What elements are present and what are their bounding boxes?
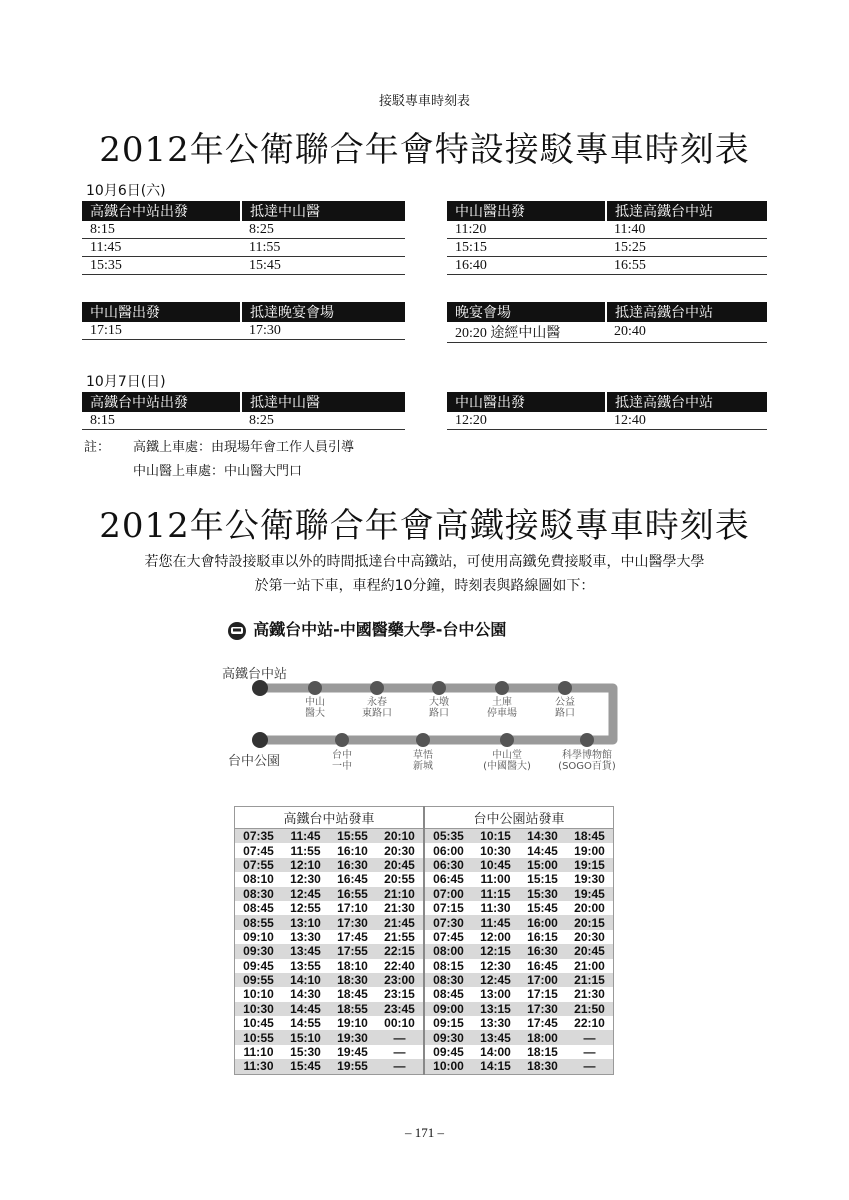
table-cell: 07:55 bbox=[235, 858, 283, 872]
table-cell: 23:15 bbox=[384, 987, 415, 1002]
table-cell: 12:15 bbox=[472, 944, 519, 958]
table-cell: 15:25 bbox=[606, 239, 767, 257]
table-cell: 12:30 bbox=[480, 958, 511, 973]
table-cell: 17:15 bbox=[82, 322, 241, 340]
table-cell: 20:10 bbox=[376, 829, 424, 844]
table-cell: 16:55 bbox=[329, 887, 376, 901]
table-cell: 20:30 bbox=[574, 929, 605, 944]
table-cell: 17:10 bbox=[337, 901, 368, 916]
table-cell: 19:55 bbox=[329, 1059, 376, 1074]
table-cell: 20:00 bbox=[574, 901, 605, 916]
table-row bbox=[235, 1016, 614, 1030]
table-row bbox=[235, 1002, 614, 1016]
stop-marker bbox=[432, 681, 446, 695]
table-cell: 23:00 bbox=[376, 973, 424, 987]
table-cell: — bbox=[393, 1045, 406, 1060]
table-cell: 09:45 bbox=[424, 1045, 472, 1059]
table-cell: 13:45 bbox=[472, 1030, 519, 1044]
hsr-bus-timetable bbox=[234, 806, 614, 1075]
table-row bbox=[235, 887, 614, 901]
table-cell: 06:45 bbox=[424, 872, 472, 886]
table-row bbox=[235, 901, 614, 915]
table-cell: 12:55 bbox=[290, 901, 321, 916]
table-cell: 08:15 bbox=[424, 959, 472, 973]
table-cell: 11:45 bbox=[82, 239, 241, 257]
table-row bbox=[82, 257, 405, 275]
table-cell: 10:10 bbox=[243, 987, 274, 1002]
table-cell: 11:40 bbox=[606, 221, 767, 239]
stop-label: 永春 東路口 bbox=[362, 697, 392, 719]
stop-marker bbox=[580, 733, 594, 747]
stop-marker bbox=[558, 681, 572, 695]
table-cell: 12:00 bbox=[480, 929, 511, 944]
table-cell: 19:45 bbox=[337, 1045, 368, 1060]
table-cell: 12:40 bbox=[606, 412, 767, 430]
stop-label: 中山堂 (中國醫大) bbox=[483, 750, 531, 772]
table-cell: 14:55 bbox=[290, 1016, 321, 1031]
table-cell: 21:45 bbox=[376, 915, 424, 929]
table-row bbox=[235, 1059, 614, 1074]
table-cell: 12:30 bbox=[290, 872, 321, 887]
date-heading-oct7: 10月7日(日) bbox=[86, 374, 166, 390]
table-cell: 18:55 bbox=[329, 1002, 376, 1016]
running-head: 接駁專車時刻表 bbox=[378, 94, 470, 109]
table-cell: 06:00 bbox=[424, 843, 472, 857]
table-cell: 16:30 bbox=[519, 944, 566, 958]
table-cell: 11:00 bbox=[480, 872, 511, 887]
stop-label: 台中 一中 bbox=[332, 750, 352, 772]
table-row bbox=[447, 221, 767, 239]
table-cell: 07:35 bbox=[235, 829, 283, 844]
table-row bbox=[447, 239, 767, 257]
column-header: 抵達高鐵台中站 bbox=[606, 302, 767, 322]
table-cell: 16:30 bbox=[329, 858, 376, 872]
table-row bbox=[235, 930, 614, 944]
table-cell: 05:35 bbox=[424, 829, 472, 844]
table-cell: 16:45 bbox=[527, 958, 558, 973]
table-cell: 21:50 bbox=[566, 1002, 614, 1016]
table-cell: 19:30 bbox=[329, 1030, 376, 1044]
table-cell: 21:30 bbox=[574, 987, 605, 1002]
page-number: – 171 – bbox=[405, 1125, 444, 1140]
table-cell: 20:40 bbox=[606, 322, 767, 343]
table-cell: 09:00 bbox=[424, 1002, 472, 1016]
intro-paragraph bbox=[0, 550, 849, 598]
table-cell: 17:30 bbox=[241, 322, 405, 340]
table-cell: 20:45 bbox=[566, 944, 614, 958]
table-cell: 20:15 bbox=[566, 915, 614, 929]
table-cell: 18:15 bbox=[527, 1045, 558, 1060]
table-cell: 13:30 bbox=[480, 1016, 511, 1031]
route-map-header bbox=[226, 617, 506, 641]
table-cell: 09:30 bbox=[235, 944, 283, 958]
table-cell: 18:30 bbox=[519, 1059, 566, 1074]
table-cell: 16:40 bbox=[447, 257, 606, 275]
table-row bbox=[235, 872, 614, 886]
table-cell: 17:15 bbox=[527, 987, 558, 1002]
page-title: 2012年公衛聯合年會特設接駁專車時刻表 bbox=[99, 130, 750, 170]
table-cell: 13:15 bbox=[472, 1002, 519, 1016]
table-cell: 21:00 bbox=[574, 958, 605, 973]
table-cell: 10:45 bbox=[472, 858, 519, 872]
table-row bbox=[235, 1030, 614, 1044]
table-cell: 21:30 bbox=[384, 901, 415, 916]
table-cell: 12:45 bbox=[472, 973, 519, 987]
route-start-label: 高鐵台中站 bbox=[222, 667, 288, 682]
table-cell: 20:45 bbox=[376, 858, 424, 872]
bus-logo-icon bbox=[226, 621, 248, 641]
stop-start-marker bbox=[252, 680, 268, 696]
table-cell: 22:40 bbox=[384, 958, 415, 973]
table-cell: 06:30 bbox=[424, 858, 472, 872]
table-cell: 14:30 bbox=[519, 829, 566, 844]
table-cell: 11:30 bbox=[235, 1059, 283, 1074]
stop-marker bbox=[335, 733, 349, 747]
stop-label: 草悟 新城 bbox=[413, 750, 433, 772]
shuttle-table-csmu-to-banquet bbox=[82, 302, 405, 340]
table-cell: 07:00 bbox=[424, 887, 472, 901]
table-cell: 18:30 bbox=[329, 973, 376, 987]
table-cell: 15:45 bbox=[527, 901, 558, 916]
table-cell: 11:45 bbox=[282, 829, 329, 844]
stop-marker bbox=[495, 681, 509, 695]
table-row bbox=[235, 1045, 614, 1059]
stop-marker bbox=[500, 733, 514, 747]
table-cell: 19:15 bbox=[566, 858, 614, 872]
table-cell: 18:00 bbox=[519, 1030, 566, 1044]
note-line-hsr-boarding: 高鐵上車處：由現場年會工作人員引導 bbox=[133, 440, 355, 455]
table-cell: 07:15 bbox=[424, 901, 472, 915]
column-header: 晚宴會場 bbox=[447, 302, 606, 322]
table-cell: 12:45 bbox=[282, 887, 329, 901]
stop-marker bbox=[370, 681, 384, 695]
table-row bbox=[235, 987, 614, 1001]
route-end-label: 台中公園 bbox=[228, 754, 281, 769]
stop-marker bbox=[416, 733, 430, 747]
table-cell: — bbox=[566, 1059, 614, 1074]
table-cell: 08:55 bbox=[235, 915, 283, 929]
table-cell: 11:15 bbox=[472, 887, 519, 901]
table-cell: 19:00 bbox=[574, 843, 605, 858]
table-cell: 20:30 bbox=[384, 843, 415, 858]
table-cell: 14:10 bbox=[282, 973, 329, 987]
shuttle-table-banquet-to-hsr bbox=[447, 302, 767, 343]
table-cell: 13:30 bbox=[290, 929, 321, 944]
table-cell: 09:30 bbox=[424, 1030, 472, 1044]
stop-end-marker bbox=[252, 732, 268, 748]
table-cell: 11:45 bbox=[472, 915, 519, 929]
table-row bbox=[235, 944, 614, 958]
table-cell: 18:45 bbox=[337, 987, 368, 1002]
stop-label: 土庫 停車場 bbox=[487, 697, 517, 719]
table-cell: 16:00 bbox=[519, 915, 566, 929]
table-cell: 15:55 bbox=[329, 829, 376, 844]
note-label: 註： bbox=[84, 440, 111, 455]
shuttle-table-hsr-to-csmu-oct7 bbox=[82, 392, 405, 430]
table-cell: 13:00 bbox=[480, 987, 511, 1002]
table-cell: 10:55 bbox=[235, 1030, 283, 1044]
column-header: 抵達晚宴會場 bbox=[241, 302, 405, 322]
table-cell: — bbox=[583, 1045, 596, 1060]
table-cell: 07:45 bbox=[424, 930, 472, 944]
table-cell: 17:45 bbox=[527, 1016, 558, 1031]
table-cell: 14:45 bbox=[527, 843, 558, 858]
table-cell: 09:15 bbox=[424, 1016, 472, 1030]
table-row bbox=[82, 239, 405, 257]
table-cell: 17:30 bbox=[329, 915, 376, 929]
table-row bbox=[235, 858, 614, 872]
section-title-hsr-shuttle: 2012年公衛聯合年會高鐵接駁專車時刻表 bbox=[99, 506, 750, 546]
table-cell: 16:55 bbox=[606, 257, 767, 275]
table-cell: 8:15 bbox=[82, 412, 241, 430]
table-row bbox=[447, 257, 767, 275]
shuttle-table-csmu-to-hsr-oct6 bbox=[447, 201, 767, 275]
table-cell: 15:00 bbox=[519, 858, 566, 872]
bus-table-header-hsr: 高鐵台中站發車 bbox=[235, 807, 425, 829]
table-cell: 15:15 bbox=[527, 872, 558, 887]
table-row bbox=[235, 843, 614, 857]
table-row bbox=[235, 829, 614, 844]
table-cell: 08:00 bbox=[424, 944, 472, 958]
table-row bbox=[235, 915, 614, 929]
stop-label: 中山 醫大 bbox=[305, 697, 325, 719]
table-cell: 13:10 bbox=[282, 915, 329, 929]
column-header: 抵達中山醫 bbox=[241, 392, 405, 412]
table-cell: 12:20 bbox=[447, 412, 606, 430]
table-cell: 11:30 bbox=[480, 901, 511, 916]
table-cell: 11:10 bbox=[243, 1045, 274, 1060]
table-cell: 15:30 bbox=[519, 887, 566, 901]
table-cell: 19:30 bbox=[574, 872, 605, 887]
table-cell: 15:35 bbox=[82, 257, 241, 275]
shuttle-table-hsr-to-csmu-oct6 bbox=[82, 201, 405, 275]
stop-marker bbox=[308, 681, 322, 695]
table-cell: 10:30 bbox=[480, 843, 511, 858]
table-cell: 11:55 bbox=[290, 843, 321, 858]
table-cell: 23:45 bbox=[376, 1002, 424, 1016]
column-header: 高鐵台中站出發 bbox=[82, 201, 241, 221]
table-cell: 22:10 bbox=[574, 1016, 605, 1031]
date-heading-oct6: 10月6日(六) bbox=[86, 183, 166, 199]
table-cell: 21:55 bbox=[384, 929, 415, 944]
column-header: 抵達高鐵台中站 bbox=[606, 392, 767, 412]
table-cell: 08:30 bbox=[424, 973, 472, 987]
table-row bbox=[82, 322, 405, 340]
table-cell: 10:30 bbox=[235, 1002, 283, 1016]
table-row bbox=[447, 322, 767, 343]
table-cell: 19:10 bbox=[337, 1016, 368, 1031]
column-header: 中山醫出發 bbox=[447, 201, 606, 221]
table-row bbox=[447, 412, 767, 430]
table-cell: 13:55 bbox=[290, 958, 321, 973]
stop-label: 大墩 路口 bbox=[429, 697, 449, 719]
note-line-csmu-boarding: 中山醫上車處：中山醫大門口 bbox=[133, 464, 303, 479]
table-cell: 00:10 bbox=[384, 1016, 415, 1031]
bus-table-header-park: 台中公園站發車 bbox=[424, 807, 614, 829]
table-cell: 15:10 bbox=[282, 1030, 329, 1044]
table-cell: 11:20 bbox=[447, 221, 606, 239]
table-cell: 10:00 bbox=[424, 1059, 472, 1074]
table-cell: 16:45 bbox=[337, 872, 368, 887]
table-cell: 14:45 bbox=[282, 1002, 329, 1016]
shuttle-table-csmu-to-hsr-oct7 bbox=[447, 392, 767, 430]
table-row bbox=[82, 412, 405, 430]
table-cell: 13:45 bbox=[282, 944, 329, 958]
table-cell: 09:55 bbox=[235, 973, 283, 987]
column-header: 抵達高鐵台中站 bbox=[606, 201, 767, 221]
table-cell: 15:45 bbox=[282, 1059, 329, 1074]
table-row bbox=[235, 973, 614, 987]
table-cell: 15:30 bbox=[290, 1045, 321, 1060]
table-cell: 22:15 bbox=[376, 944, 424, 958]
table-cell: 10:45 bbox=[243, 1016, 274, 1031]
table-cell: 21:15 bbox=[566, 973, 614, 987]
table-cell: 18:45 bbox=[566, 829, 614, 844]
table-cell: 10:15 bbox=[472, 829, 519, 844]
intro-line-2: 於第一站下車，車程約10分鐘，時刻表與路線圖如下： bbox=[254, 578, 595, 594]
table-cell: 08:45 bbox=[243, 901, 274, 916]
table-cell: 11:55 bbox=[241, 239, 405, 257]
table-cell: 21:10 bbox=[376, 887, 424, 901]
table-cell: 8:25 bbox=[241, 412, 405, 430]
table-cell: 12:10 bbox=[282, 858, 329, 872]
table-cell: 18:10 bbox=[337, 958, 368, 973]
table-cell: 14:15 bbox=[472, 1059, 519, 1074]
table-row bbox=[82, 221, 405, 239]
table-cell: 17:45 bbox=[337, 929, 368, 944]
table-cell: 08:10 bbox=[243, 872, 274, 887]
table-cell: 09:10 bbox=[243, 929, 274, 944]
column-header: 中山醫出發 bbox=[447, 392, 606, 412]
table-cell: 07:30 bbox=[424, 915, 472, 929]
table-cell: 15:45 bbox=[241, 257, 405, 275]
table-cell: 09:45 bbox=[243, 958, 274, 973]
table-cell: 17:00 bbox=[519, 973, 566, 987]
table-cell: 08:30 bbox=[235, 887, 283, 901]
table-cell: 16:10 bbox=[337, 843, 368, 858]
table-cell: — bbox=[376, 1059, 424, 1074]
stop-label: 科學博物館 (SOGO百貨) bbox=[558, 750, 616, 772]
table-cell: — bbox=[376, 1030, 424, 1044]
table-cell: 20:55 bbox=[384, 872, 415, 887]
table-cell: 8:25 bbox=[241, 221, 405, 239]
table-cell: — bbox=[566, 1030, 614, 1044]
table-cell: 16:15 bbox=[527, 929, 558, 944]
table-cell: 07:45 bbox=[243, 843, 274, 858]
intro-line-1: 若您在大會特設接駁車以外的時間抵達台中高鐵站，可使用高鐵免費接駁車，中山醫學大學 bbox=[144, 554, 705, 570]
column-header: 抵達中山醫 bbox=[241, 201, 405, 221]
table-cell: 14:30 bbox=[290, 987, 321, 1002]
table-cell: 20:20 途經中山醫 bbox=[447, 322, 606, 343]
table-cell: 8:15 bbox=[82, 221, 241, 239]
column-header: 高鐵台中站出發 bbox=[82, 392, 241, 412]
table-cell: 08:45 bbox=[424, 987, 472, 1001]
table-cell: 17:30 bbox=[519, 1002, 566, 1016]
table-cell: 14:00 bbox=[480, 1045, 511, 1060]
table-cell: 15:15 bbox=[447, 239, 606, 257]
table-cell: 17:55 bbox=[329, 944, 376, 958]
route-map-title: 高鐵台中站-中國醫藥大學-台中公園 bbox=[253, 620, 507, 639]
stop-label: 公益 路口 bbox=[555, 697, 575, 719]
table-cell: 19:45 bbox=[566, 887, 614, 901]
table-row bbox=[235, 959, 614, 973]
column-header: 中山醫出發 bbox=[82, 302, 241, 322]
